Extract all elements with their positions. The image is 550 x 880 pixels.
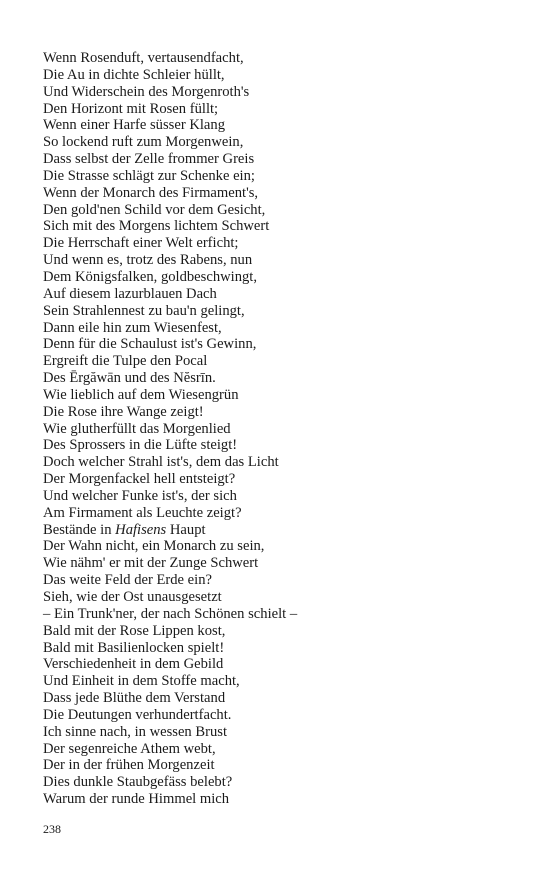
poem-line	[43, 218, 513, 235]
poem-line	[43, 320, 513, 337]
poem-text-run: Bald mit der Rose Lippen kost,	[43, 622, 226, 639]
poem-text-run: Dass jede Blüthe dem Verstand	[43, 690, 226, 707]
poem-line	[43, 454, 513, 471]
poem-text-run: Des Ērgăwān und des Nĕsrīn.	[43, 370, 216, 387]
poem-text-run: Der in der frühen Morgenzeit	[43, 757, 215, 774]
poem-text-run: Und wenn es, trotz des Rabens, nun	[43, 252, 253, 269]
poem-text	[43, 50, 513, 808]
poem-line	[43, 505, 513, 522]
poem-text-run: Wie lieblich auf dem Wiesengrün	[43, 386, 239, 403]
poem-text-run: Die Herrschaft einer Welt erficht;	[43, 235, 239, 252]
poem-line	[43, 421, 513, 438]
poem-line	[43, 522, 513, 539]
poem-text-run: Des Sprossers in die Lüfte steigt!	[43, 437, 238, 454]
poem-line	[43, 690, 513, 707]
poem-text-run: Dem Königsfalken, goldbeschwingt,	[43, 268, 258, 285]
poem-text-run: Dann eile hin zum Wiesenfest,	[43, 319, 222, 336]
poem-line	[43, 623, 513, 640]
poem-text-run: Auf diesem lazurblauen Dach	[43, 285, 217, 302]
poem-text-run: Warum der runde Himmel mich	[43, 791, 230, 808]
poem-line	[43, 656, 513, 673]
poem-line	[43, 572, 513, 589]
poem-line	[43, 538, 513, 555]
poem-line	[43, 185, 513, 202]
poem-line	[43, 303, 513, 320]
poem-line	[43, 101, 513, 118]
poem-text-run: Wie nähm' er mit der Zunge Schwert	[43, 555, 259, 572]
poem-line	[43, 640, 513, 657]
poem-text-run: Bald mit Basilienlocken spielt!	[43, 639, 225, 656]
poem-text-run: Dies dunkle Staubgefäss belebt?	[43, 774, 233, 791]
poem-line	[43, 168, 513, 185]
poem-line	[43, 370, 513, 387]
poem-text-run: Den Horizont mit Rosen füllt;	[43, 100, 219, 117]
poem-line	[43, 336, 513, 353]
poem-text-run: Das weite Feld der Erde ein?	[43, 572, 212, 589]
poem-line	[43, 404, 513, 421]
poem-text-run: Der Morgenfackel hell entsteigt?	[43, 471, 236, 488]
poem-text-run: Ergreift die Tulpe den Pocal	[43, 353, 208, 370]
poem-text-run: Haupt	[166, 521, 206, 538]
poem-text-run: Den gold'nen Schild vor dem Gesicht,	[43, 201, 266, 218]
poem-line	[43, 151, 513, 168]
poem-line	[43, 117, 513, 134]
poem-line	[43, 791, 513, 808]
poem-line	[43, 387, 513, 404]
poem-line	[43, 673, 513, 690]
poem-line	[43, 589, 513, 606]
poem-line	[43, 67, 513, 84]
poem-line	[43, 235, 513, 252]
poem-text-run: Am Firmament als Leuchte zeigt?	[43, 504, 242, 521]
poem-line	[43, 202, 513, 219]
poem-text-run: Sich mit des Morgens lichtem Schwert	[43, 218, 270, 235]
page-number: 238	[43, 822, 61, 836]
poem-text-run: Sieh, wie der Ost unausgesetzt	[43, 589, 222, 605]
poem-text-run: Wenn Rosenduft, vertausendfacht,	[43, 50, 244, 66]
poem-line	[43, 741, 513, 758]
poem-text-run: Wie glutherfüllt das Morgenlied	[43, 420, 231, 437]
poem-text-run: Und Einheit in dem Stoffe macht,	[43, 673, 240, 690]
poem-text-run: Die Deutungen verhundertfacht.	[43, 706, 232, 723]
poem-line	[43, 269, 513, 286]
poem-text-run: Die Strasse schlägt zur Schenke ein;	[43, 167, 255, 184]
poem-line	[43, 707, 513, 724]
poem-text-run: Der segenreiche Athem webt,	[43, 740, 216, 757]
poem-italic-text: Hafisens	[115, 521, 167, 538]
poem-line	[43, 555, 513, 572]
poem-line	[43, 84, 513, 101]
poem-text-run: Wenn einer Harfe süsser Klang	[43, 117, 225, 134]
poem-text-run: Und Widerschein des Morgenroth's	[43, 83, 250, 100]
poem-line	[43, 353, 513, 370]
poem-line	[43, 50, 513, 67]
poem-text-run: Doch welcher Strahl ist's, dem das Licht	[43, 454, 279, 471]
poem-line	[43, 252, 513, 269]
poem-text-run: Der Wahn nicht, ein Monarch zu sein,	[43, 538, 265, 555]
poem-text-run: Und welcher Funke ist's, der sich	[43, 487, 237, 504]
poem-text-run: Ich sinne nach, in wessen Brust	[43, 723, 228, 740]
poem-line	[43, 774, 513, 791]
poem-line	[43, 757, 513, 774]
poem-line	[43, 488, 513, 505]
poem-text-run: So lockend ruft zum Morgenwein,	[43, 134, 244, 151]
poem-text-run: Sein Strahlennest zu bau'n gelingt,	[43, 302, 245, 319]
poem-text-run: Bestände in	[43, 521, 116, 538]
poem-line	[43, 606, 513, 623]
poem-text-run: Denn für die Schaulust ist's Gewinn,	[43, 336, 257, 353]
poem-line	[43, 471, 513, 488]
poem-text-run: Dass selbst der Zelle frommer Greis	[43, 151, 255, 168]
poem-text-run: – Ein Trunk'ner, der nach Schönen schielt –	[43, 605, 298, 622]
poem-line	[43, 437, 513, 454]
poem-text-run: Die Au in dichte Schleier hüllt,	[43, 66, 225, 83]
poem-text-run: Verschiedenheit in dem Gebild	[43, 656, 224, 673]
poem-text-run: Die Rose ihre Wange zeigt!	[43, 403, 204, 420]
poem-line	[43, 286, 513, 303]
poem-text-run: Wenn der Monarch des Firmament's,	[43, 184, 259, 201]
poem-line	[43, 134, 513, 151]
poem-line	[43, 724, 513, 741]
